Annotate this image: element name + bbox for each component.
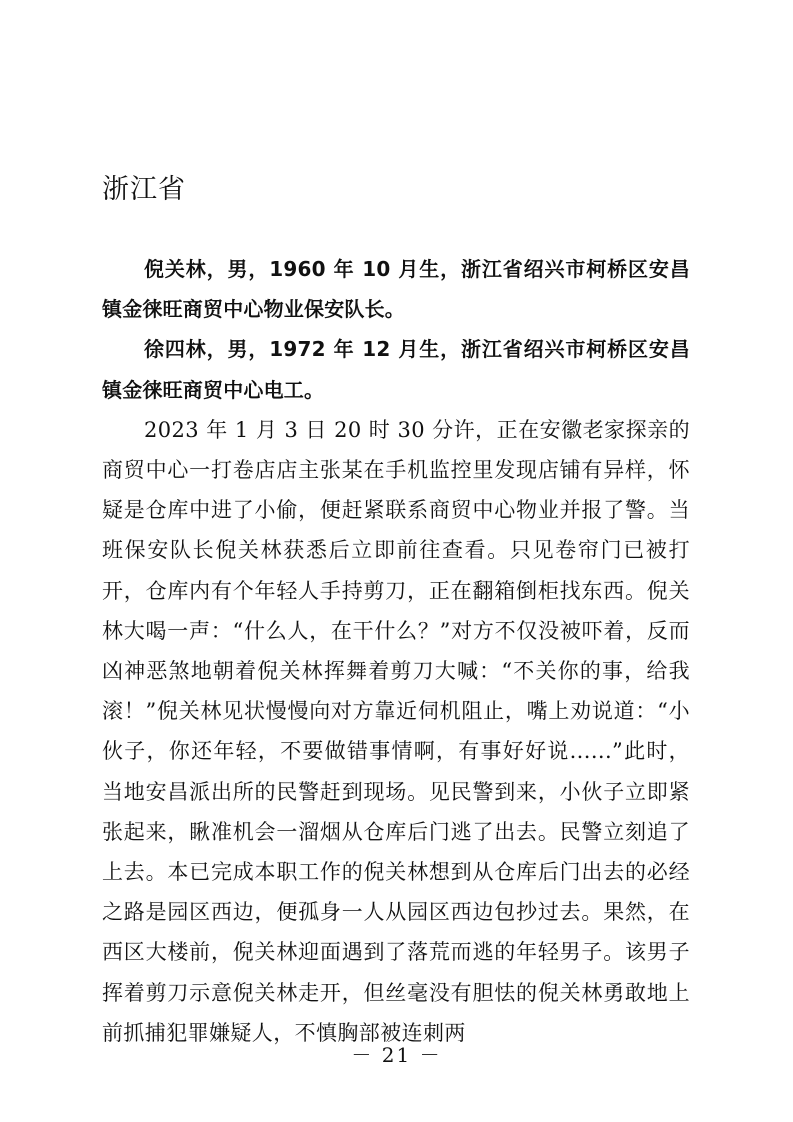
document-body [102, 249, 690, 1053]
person-intro-paragraph: 倪关林，男，1960 年 10 月生，浙江省绍兴市柯桥区安昌镇金徕旺商贸中心物业保安队长。 [102, 257, 690, 322]
story-paragraph: 2023 年 1 月 3 日 20 时 30 分许，正在安徽老家探亲的商贸中心一打卷店店主张某在手机监控里发现店铺有异样，怀疑是仓库中进了小偷，便赶紧联系商贸中心物业并报了警。当班保安队长倪关林获悉后立即前往查看。只见卷帘门已被打开，仓库内有个年轻人手持剪刀，正在翻箱倒柜找东西。倪关林大喝一声：“什么人，在干什么？”对方不仅没被吓着，反而凶神恶煞地朝着倪关林挥舞着剪刀大喊：“不关你的事，给我滚！”倪关林见状慢慢向对方靠近伺机阻止，嘴上劝说道：“小伙子，你还年轻，不要做错事情啊，有事好好说......”此时，当地安昌派出所的民警赶到现场。见民警到来，小伙子立即紧张起来，瞅准机会一溜烟从仓库后门逃了出去。民警立刻追了上去。本已完成本职工作的倪关林想到从仓库后门出去的必经之路是园区西边，便孤身一人从园区西边包抄过去。果然，在西区大楼前，倪关林迎面遇到了落荒而逃的年轻男子。该男子挥着剪刀示意倪关林走开，但丝毫没有胆怯的倪关林勇敢地上前抓捕犯罪嫌疑人，不慎胸部被连刺两 [102, 417, 690, 1045]
person-intro-paragraph: 徐四林，男，1972 年 12 月生，浙江省绍兴市柯桥区安昌镇金徕旺商贸中心电工。 [102, 337, 690, 402]
province-heading: 浙江省 [102, 174, 186, 205]
page-number: － 21 － [351, 1043, 442, 1067]
